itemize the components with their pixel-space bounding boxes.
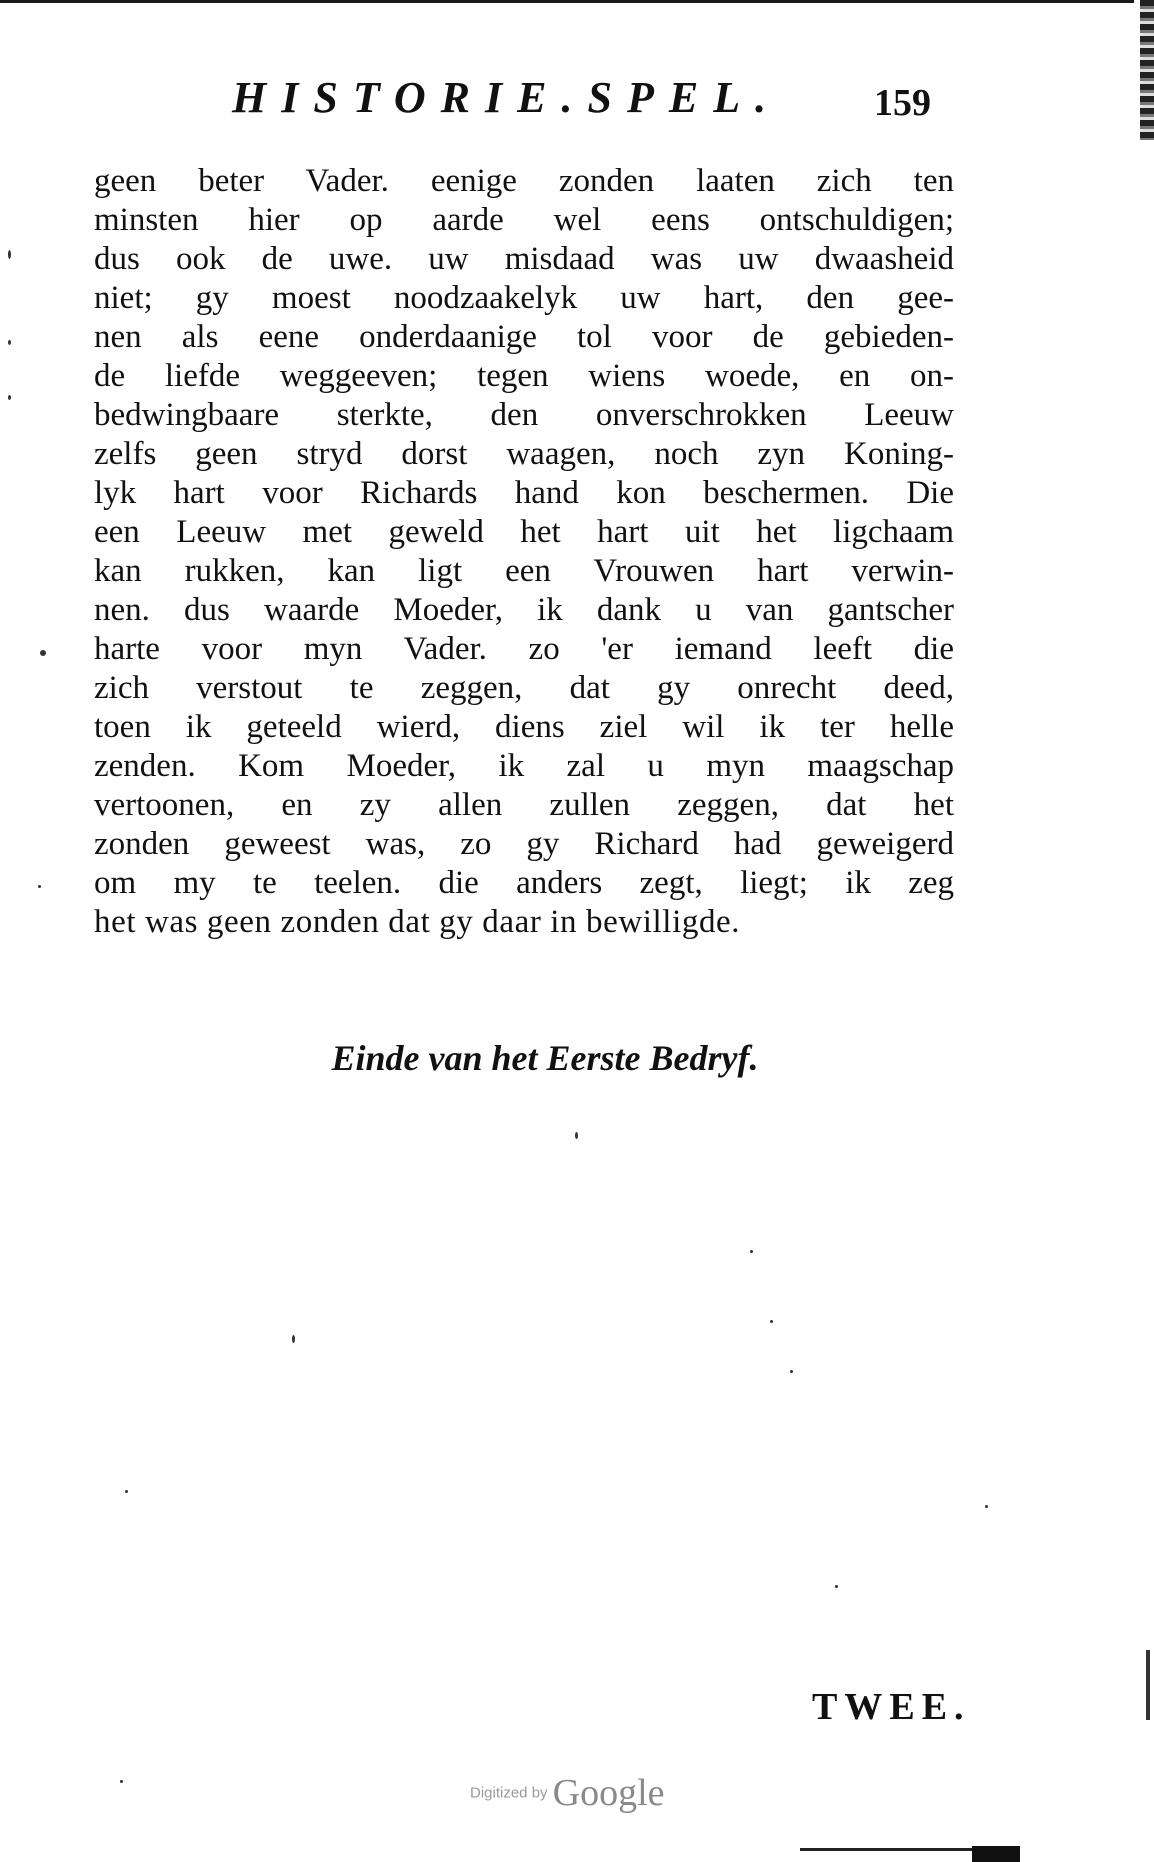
scan-bottom-block xyxy=(972,1846,1020,1862)
text-line: minsten hier op aarde wel eens ontschuldigen; xyxy=(94,202,954,238)
text-line: harte voor myn Vader. zo 'er iemand leeft die xyxy=(94,631,954,667)
text-line: nen. dus waarde Moeder, ik dank u van gantscher xyxy=(94,592,954,628)
text-line: om my te teelen. die anders zegt, liegt; ik zeg xyxy=(94,865,954,901)
running-head: HISTORIE.SPEL. xyxy=(232,73,782,122)
text-line: kan rukken, kan ligt een Vrouwen hart verwin- xyxy=(94,553,954,589)
scan-speck xyxy=(292,1335,295,1343)
scan-top-border xyxy=(0,0,1134,3)
scan-speck xyxy=(835,1585,838,1588)
text-line: zich verstout te zeggen, dat gy onrecht deed, xyxy=(94,670,954,706)
text-line: zonden geweest was, zo gy Richard had geweigerd xyxy=(94,826,954,862)
act-end-heading: Einde van het Eerste Bedryf. xyxy=(331,1038,759,1078)
scan-speck xyxy=(770,1320,773,1323)
text-line: lyk hart voor Richards hand kon beschermen. Die xyxy=(94,475,954,511)
watermark-brand: Google xyxy=(552,1772,665,1814)
page-number: 159 xyxy=(874,82,931,124)
scan-right-edge xyxy=(1140,0,1154,140)
scan-speck xyxy=(8,250,11,259)
scan-speck xyxy=(750,1250,753,1253)
text-line: vertoonen, en zy allen zullen zeggen, dat het xyxy=(94,787,954,823)
scan-speck xyxy=(120,1780,123,1783)
scan-speck xyxy=(575,1132,578,1139)
scan-speck xyxy=(8,340,11,345)
text-line: de liefde weggeeven; tegen wiens woede, en on- xyxy=(94,358,954,394)
watermark-prefix: Digitized by xyxy=(470,1784,548,1802)
text-line: nen als eene onderdaanige tol voor de gebieden- xyxy=(94,319,954,355)
text-line: geen beter Vader. eenige zonden laaten zich ten xyxy=(94,163,954,199)
scan-speck xyxy=(8,395,11,400)
digitization-watermark xyxy=(470,1774,665,1812)
body-text xyxy=(94,162,954,942)
text-line: bedwingbaare sterkte, den onverschrokken Leeuw xyxy=(94,397,954,433)
scan-speck xyxy=(985,1505,988,1508)
scan-speck xyxy=(38,885,41,888)
text-line: zenden. Kom Moeder, ik zal u myn maagschap xyxy=(94,748,954,784)
text-line: toen ik geteeld wierd, diens ziel wil ik ter helle xyxy=(94,709,954,745)
scan-speck xyxy=(125,1490,128,1493)
scan-speck xyxy=(790,1370,793,1373)
text-line: zelfs geen stryd dorst waagen, noch zyn Koning- xyxy=(94,436,954,472)
text-line: het was geen zonden dat gy daar in bewilligde. xyxy=(94,904,741,940)
text-line: niet; gy moest noodzaakelyk uw hart, den gee- xyxy=(94,280,954,316)
catchword: TWEE. xyxy=(812,1686,971,1728)
text-line: dus ook de uwe. uw misdaad was uw dwaasheid xyxy=(94,241,954,277)
scan-right-edge-mark xyxy=(1146,1650,1150,1720)
scan-speck xyxy=(40,650,46,656)
text-line: een Leeuw met geweld het hart uit het ligchaam xyxy=(94,514,954,550)
